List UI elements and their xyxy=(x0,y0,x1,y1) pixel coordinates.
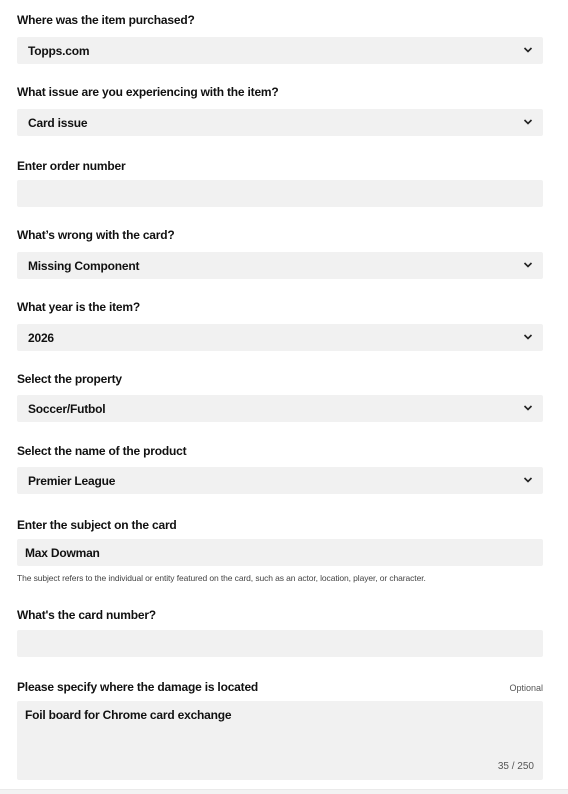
property-value: Soccer/Futbol xyxy=(28,401,106,416)
bottom-divider xyxy=(0,789,568,794)
damage-location-label-row xyxy=(17,680,543,694)
card-number-label: What's the card number? xyxy=(17,608,156,622)
damage-location-field xyxy=(17,680,543,772)
chevron-down-icon xyxy=(523,261,533,269)
card-subject-input[interactable] xyxy=(17,539,543,566)
card-number-input[interactable] xyxy=(17,630,543,657)
card-subject-value: Max Dowman xyxy=(25,545,100,560)
card-problem-field xyxy=(17,228,543,273)
damage-location-label: Please specify where the damage is located xyxy=(17,680,259,694)
character-counter: 35 / 250 xyxy=(497,761,534,772)
item-year-field xyxy=(17,300,543,345)
damage-location-textarea[interactable] xyxy=(17,701,543,780)
damage-location-value: Foil board for Chrome card exchange xyxy=(25,708,232,722)
product-name-label: Select the name of the product xyxy=(17,444,187,458)
product-name-select[interactable] xyxy=(17,467,543,494)
property-label: Select the property xyxy=(17,372,122,386)
card-problem-select[interactable] xyxy=(17,252,543,279)
chevron-down-icon xyxy=(523,118,533,126)
optional-tag: Optional xyxy=(509,683,543,693)
purchase-location-label: Where was the item purchased? xyxy=(17,13,195,27)
issue-type-label: What issue are you experiencing with the item? xyxy=(17,85,279,99)
card-problem-label: What’s wrong with the card? xyxy=(17,228,175,242)
card-subject-label: Enter the subject on the card xyxy=(17,518,177,532)
chevron-down-icon xyxy=(523,404,533,412)
product-name-value: Premier League xyxy=(28,473,116,488)
card-subject-field xyxy=(17,518,543,583)
purchase-location-select[interactable] xyxy=(17,37,543,64)
order-number-input[interactable] xyxy=(17,180,543,207)
property-select[interactable] xyxy=(17,395,543,422)
issue-type-value: Card issue xyxy=(28,115,88,130)
purchase-location-value: Topps.com xyxy=(28,43,90,58)
property-field xyxy=(17,372,543,416)
item-year-select[interactable] xyxy=(17,324,543,351)
issue-type-field xyxy=(17,85,543,130)
chevron-down-icon xyxy=(523,46,533,54)
card-subject-helper-text: The subject refers to the individual or entity featured on the card, such as an actor, location, player, or character. xyxy=(17,573,426,583)
chevron-down-icon xyxy=(523,333,533,341)
item-year-value: 2026 xyxy=(28,330,54,345)
item-year-label: What year is the item? xyxy=(17,300,140,314)
purchase-location-field xyxy=(17,13,543,58)
order-number-label: Enter order number xyxy=(17,159,126,173)
chevron-down-icon xyxy=(523,476,533,484)
product-name-field xyxy=(17,444,543,488)
order-number-field xyxy=(17,159,543,173)
issue-type-select[interactable] xyxy=(17,109,543,136)
card-problem-value: Missing Component xyxy=(28,258,140,273)
card-number-field xyxy=(17,608,543,622)
